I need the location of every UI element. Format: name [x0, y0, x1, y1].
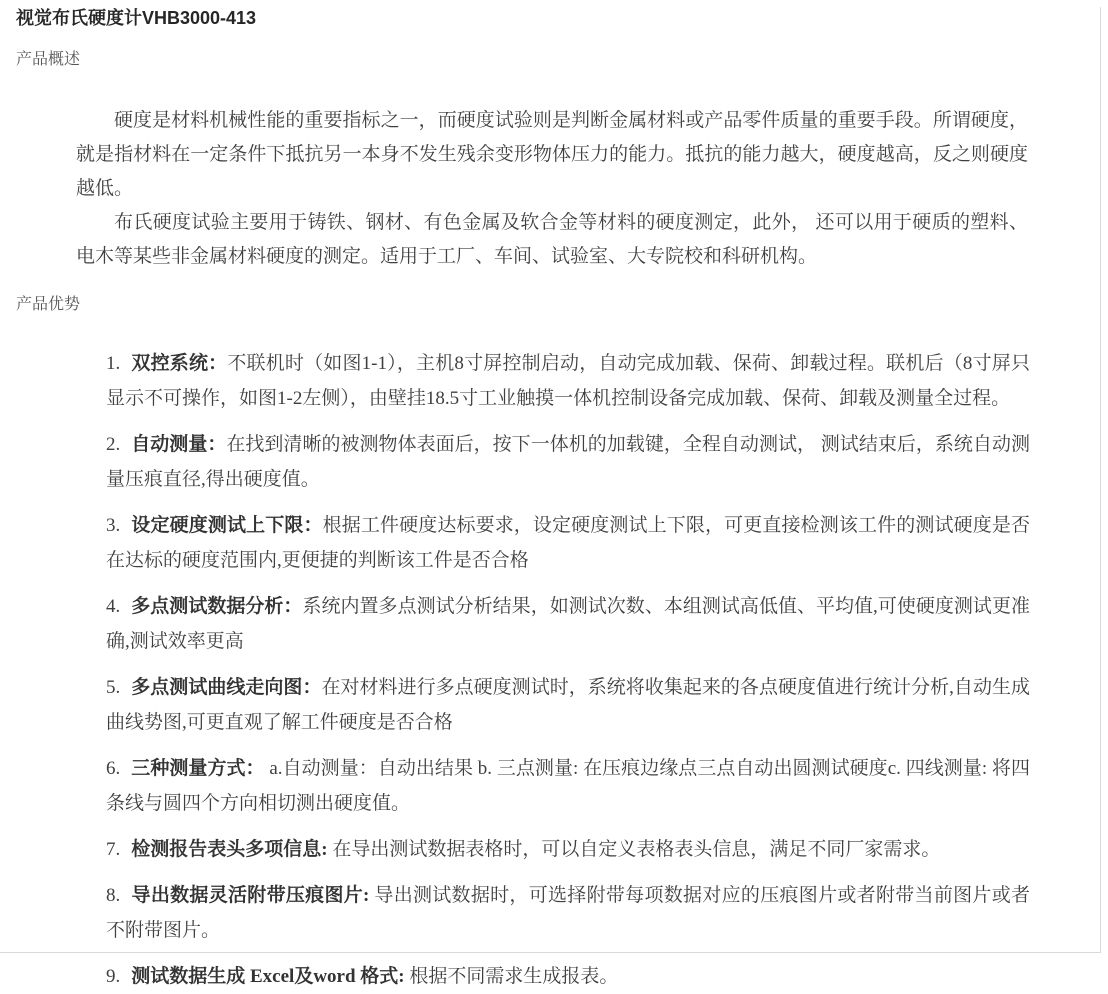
item-number: 1. [106, 353, 121, 374]
item-label: 双控系统： [131, 353, 228, 374]
advantage-item [106, 508, 1030, 578]
advantage-item [106, 589, 1030, 659]
section-heading-advantages: 产品优势 [16, 296, 81, 313]
item-text: 根据不同需求生成报表。 [404, 966, 619, 987]
item-label: 检测报告表头多项信息: [131, 839, 328, 860]
advantage-item [106, 832, 1030, 867]
item-label: 三种测量方式： [131, 758, 265, 779]
item-number: 3. [106, 515, 121, 536]
item-text: 根据工件硬度达标要求，设定硬度测试上下限，可更直接检测该工件的测试硬度是否在达标的硬度范围内,更便捷的判断该工件是否合格 [106, 515, 1030, 571]
item-label: 多点测试数据分析： [131, 596, 303, 617]
item-text: a.自动测量：自动出结果 b. 三点测量: 在压痕边缘点三点自动出圆测试硬度c. 四线测量: 将四条线与圆四个方向相切测出硬度值。 [106, 758, 1030, 814]
item-text: 导出测试数据时，可选择附带每项数据对应的压痕图片或者附带当前图片或者不附带图片。 [106, 885, 1030, 941]
advantage-item [106, 346, 1030, 416]
page-title: 视觉布氏硬度计VHB3000-413 [16, 8, 257, 28]
product-document-page [0, 7, 1101, 987]
advantage-item [106, 751, 1030, 821]
item-number: 8. [106, 885, 121, 906]
item-label: 设定硬度测试上下限： [131, 515, 323, 536]
item-number: 4. [106, 596, 121, 617]
item-number: 5. [106, 677, 121, 698]
item-label: 自动测量： [131, 434, 227, 455]
item-number: 9. [106, 966, 121, 987]
advantage-item [106, 878, 1030, 948]
item-number: 7. [106, 839, 121, 860]
item-label: 测试数据生成 Excel及word 格式: [131, 966, 405, 987]
item-label: 多点测试曲线走向图： [131, 677, 322, 698]
advantage-item [106, 959, 1030, 994]
item-number: 6. [106, 758, 121, 779]
item-label: 导出数据灵活附带压痕图片: [131, 885, 370, 906]
overview-paragraph: 硬度是材料机械性能的重要指标之一，而硬度试验则是判断金属材料或产品零件质量的重要手段。所谓硬度，就是指材料在一定条件下抵抗另一本身不发生残余变形物体压力的能力。抵抗的能力越大，硬度越高，反之则硬度越低。 [76, 110, 1028, 199]
item-number: 2. [106, 434, 121, 455]
item-text: 在对材料进行多点硬度测试时，系统将收集起来的各点硬度值进行统计分析,自动生成曲线势图,可更直观了解工件硬度是否合格 [106, 677, 1030, 733]
overview-paragraph: 布氏硬度试验主要用于铸铁、钢材、有色金属及软合金等材料的硬度测定，此外， 还可以用于硬质的塑料、电木等某些非金属材料硬度的测定。适用于工厂、车间、试验室、大专院校和科研机构。 [76, 212, 1028, 267]
item-text: 在找到清晰的被测物体表面后，按下一体机的加载键，全程自动测试， 测试结束后，系统自动测量压痕直径,得出硬度值。 [106, 434, 1030, 490]
advantage-item [106, 427, 1030, 497]
item-text: 系统内置多点测试分析结果，如测试次数、本组测试高低值、平均值,可使硬度测试更准确,测试效率更高 [106, 596, 1030, 652]
item-text: 在导出测试数据表格时，可以自定义表格表头信息，满足不同厂家需求。 [327, 839, 941, 860]
overview-section [76, 104, 1028, 274]
section-heading-overview: 产品概述 [16, 51, 81, 68]
advantage-list [106, 346, 1030, 994]
advantage-item [106, 670, 1030, 740]
item-text: 不联机时（如图1-1），主机8寸屏控制启动，自动完成加载、保荷、卸载过程。联机后（8寸屏只显示不可操作，如图1-2左侧），由壁挂18.5寸工业触摸一体机控制设备完成加载、保荷、卸载及测量全过程。 [106, 353, 1030, 409]
